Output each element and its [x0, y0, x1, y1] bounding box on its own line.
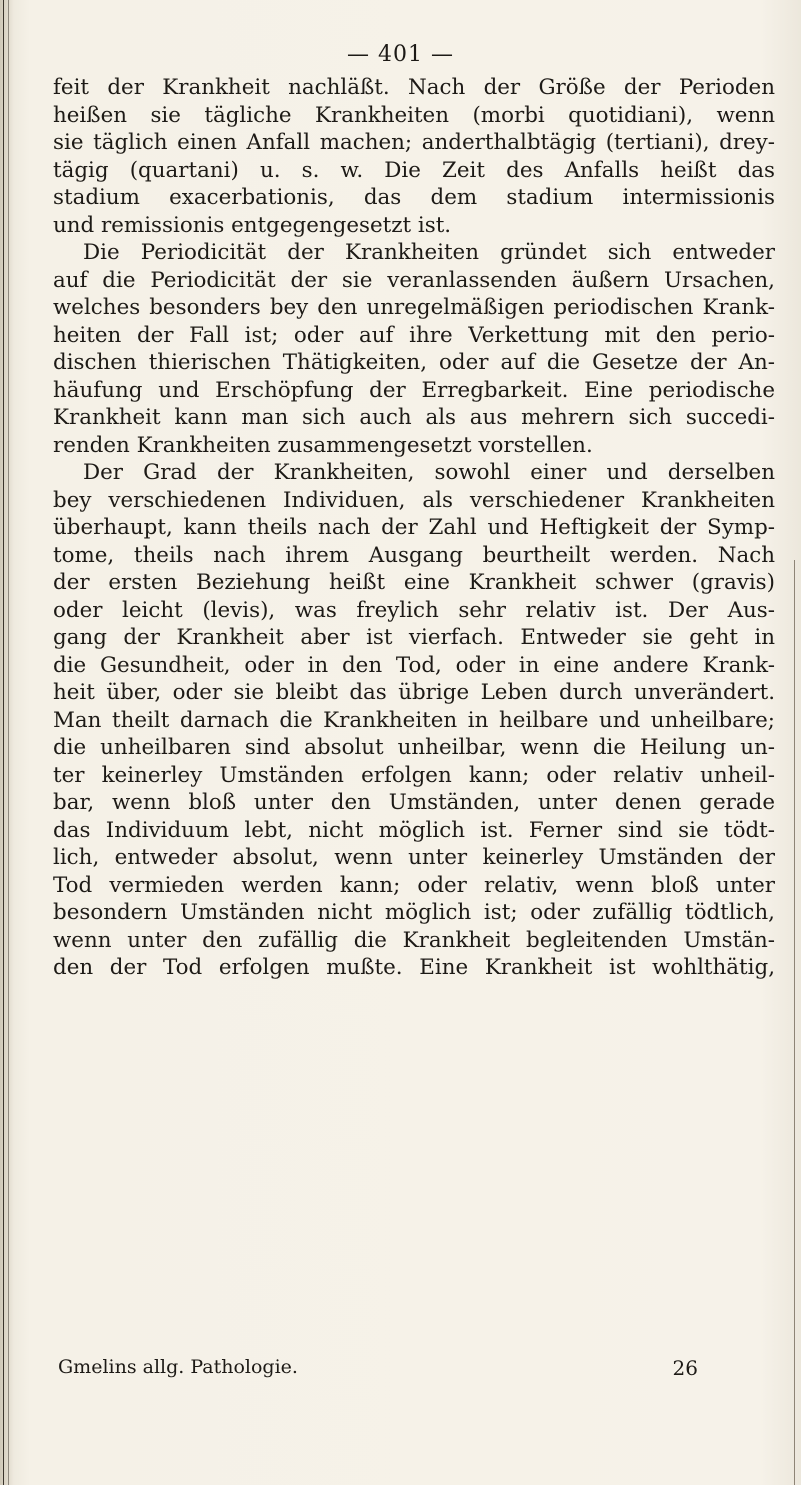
text-line: dischen thierischen Thätigkeiten, oder auf die Gesetze der An- — [53, 350, 775, 375]
text-line: sie täglich einen Anfall machen; anderthalbtägig (tertiani), drey- — [53, 130, 775, 155]
signature-mark: 26 — [672, 1356, 698, 1380]
text-line: tome, theils nach ihrem Ausgang beurtheilt werden. Nach — [53, 542, 775, 568]
page-edge-line — [794, 560, 795, 1485]
text-line: heiten der Fall ist; oder auf ihre Verkettung mit den perio- — [53, 322, 775, 348]
text-line: besondern Umständen nicht möglich ist; oder zufällig tödtlich, — [53, 900, 775, 925]
text-line: oder leicht (levis), was freylich sehr relativ ist. Der Aus- — [53, 597, 775, 623]
text-line: überhaupt, kann theils nach der Zahl und Heftigkeit der Symp- — [53, 515, 775, 540]
text-line: renden Krankheiten zusammengesetzt vorstellen. — [53, 432, 593, 458]
text-line: ter keinerley Umständen erfolgen kann; oder relativ unheil- — [53, 762, 775, 788]
text-line: heißen sie tägliche Krankheiten (morbi quotidiani), wenn — [53, 102, 775, 128]
text-line: gang der Krankheit aber ist vierfach. Entweder sie geht in — [53, 625, 775, 650]
text-line: die unheilbaren sind absolut unheilbar, wenn die Heilung un- — [53, 735, 775, 760]
text-line: bar, wenn bloß unter den Umständen, unter denen gerade — [53, 790, 775, 815]
page-number: — 401 — — [347, 42, 454, 67]
text-line: lich, entweder absolut, wenn unter keinerley Umständen der — [53, 845, 775, 870]
text-line: stadium exacerbationis, das dem stadium intermissionis — [53, 185, 775, 210]
binding-edge-line — [8, 0, 9, 1485]
binding-edge-line — [3, 0, 4, 1485]
text-line: das Individuum lebt, nicht möglich ist. Ferner sind sie tödt- — [53, 817, 775, 843]
page-footer — [58, 1356, 718, 1380]
text-line: die Gesundheit, oder in den Tod, oder in eine andere Krank- — [53, 652, 775, 678]
text-line: feit der Krankheit nachläßt. Nach der Größe der Perioden — [53, 75, 775, 100]
text-line: wenn unter den zufällig die Krankheit begleitenden Umstän- — [53, 927, 775, 953]
text-line: bey verschiedenen Individuen, als verschiedener Krankheiten — [53, 487, 775, 513]
text-line: heit über, oder sie bleibt das übrige Leben durch unverändert. — [53, 680, 775, 705]
text-line: häufung und Erschöpfung der Erregbarkeit. Eine periodische — [53, 377, 775, 403]
text-line: und remissionis entgegengesetzt ist. — [53, 212, 452, 238]
text-line: welches besonders bey den unregelmäßigen periodischen Krank- — [53, 295, 775, 320]
text-line: Man theilt darnach die Krankheiten in heilbare und unheilbare; — [53, 707, 775, 733]
text-line: Die Periodicität der Krankheiten gründet sich entweder — [83, 240, 775, 265]
text-line: Der Grad der Krankheiten, sowohl einer und derselben — [83, 460, 775, 485]
body-text — [53, 74, 775, 982]
text-line: Krankheit kann man sich auch als aus mehrern sich succedi- — [53, 405, 775, 430]
text-line: den der Tod erfolgen mußte. Eine Krankheit ist wohlthätig, — [53, 955, 775, 980]
text-line: tägig (quartani) u. s. w. Die Zeit des Anfalls heißt das — [53, 157, 775, 183]
running-footer-title: Gmelins allg. Pathologie. — [58, 1356, 298, 1378]
text-line: der ersten Beziehung heißt eine Krankheit schwer (gravis) — [53, 570, 775, 595]
text-line: Tod vermieden werden kann; oder relativ, wenn bloß unter — [53, 872, 775, 898]
text-line: auf die Periodicität der sie veranlassenden äußern Ursachen, — [53, 267, 775, 293]
